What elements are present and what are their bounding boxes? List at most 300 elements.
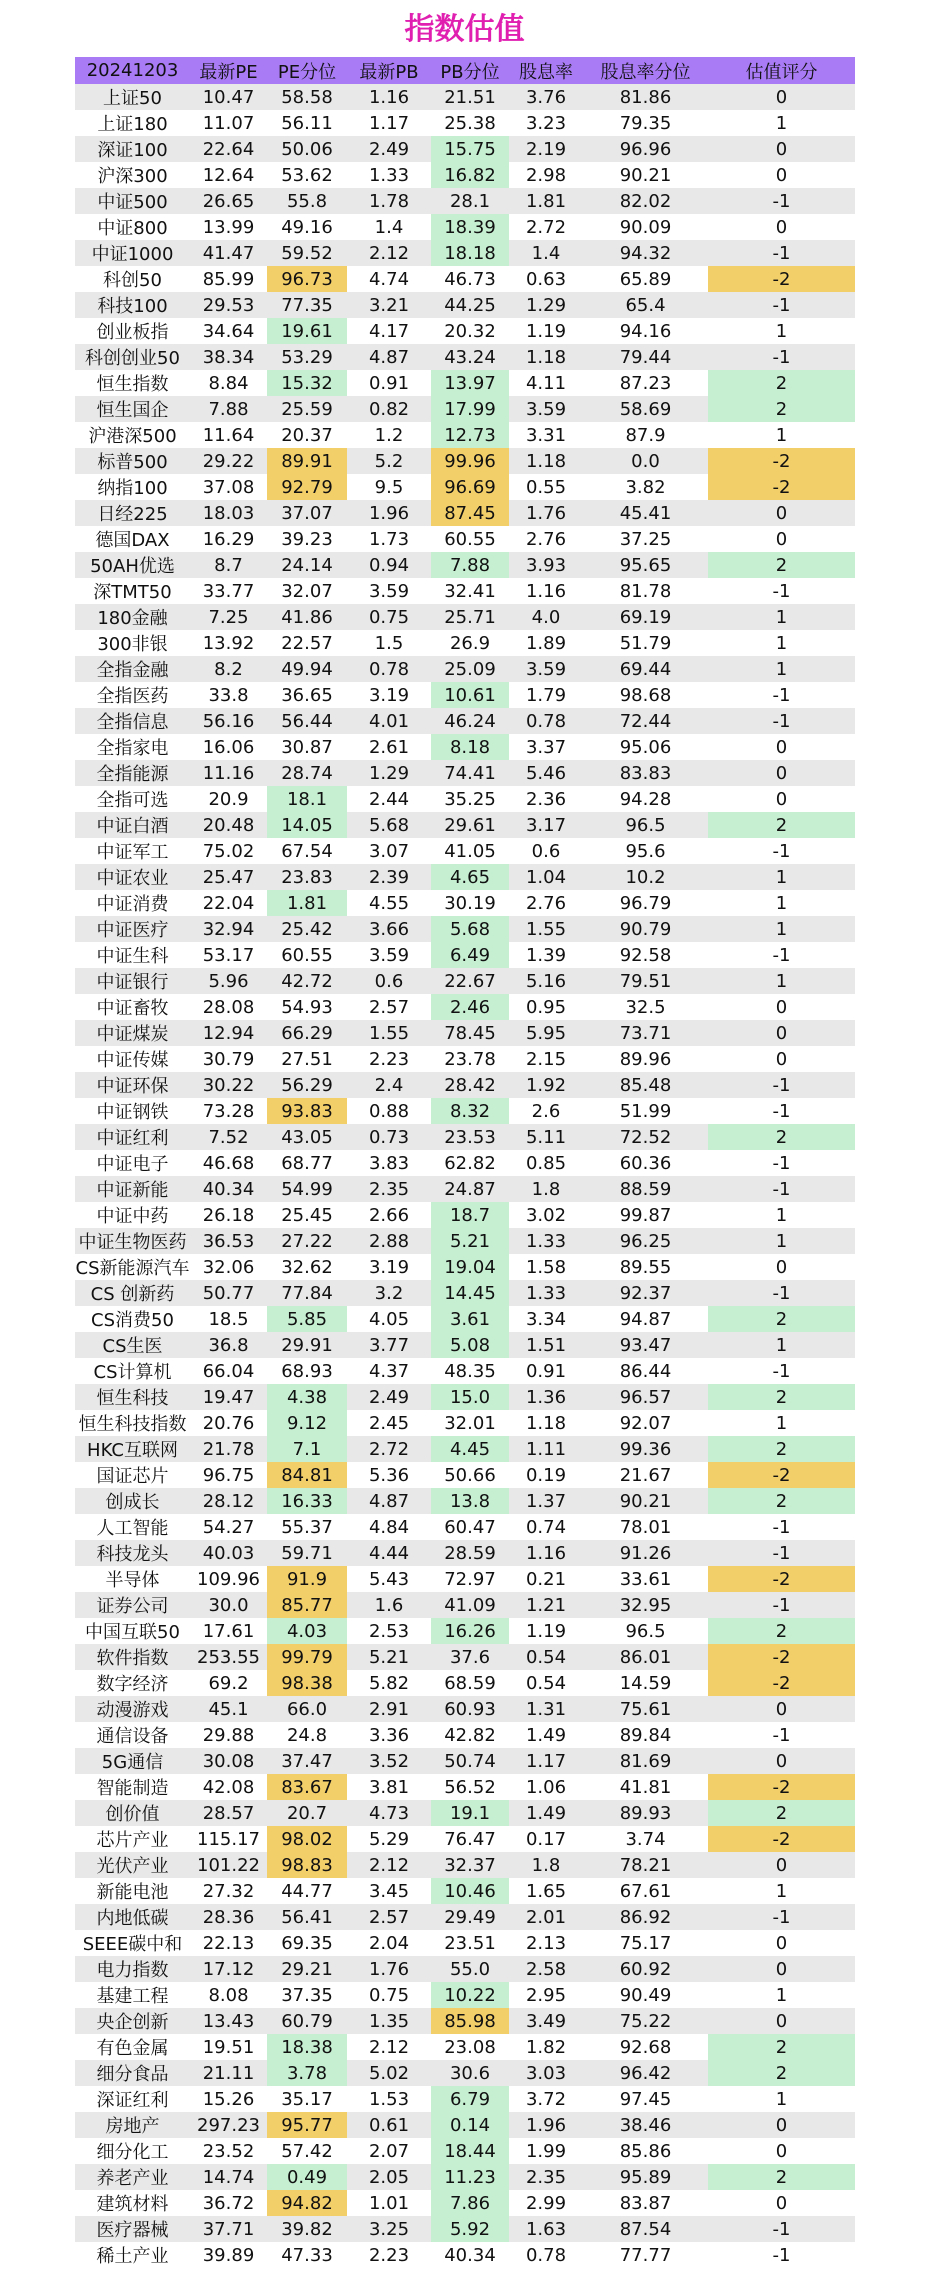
score-cell: 0: [708, 214, 855, 240]
score-cell: 2: [708, 1618, 855, 1644]
table-row: [75, 2242, 855, 2268]
score-cell: 0: [708, 1956, 855, 1982]
pb-cell: 4.01: [347, 708, 431, 734]
dividend-yield-cell: 3.59: [509, 656, 583, 682]
dividend-percentile-cell: 85.48: [583, 1072, 708, 1098]
pe-cell: 20.9: [190, 786, 267, 812]
pb-cell: 5.29: [347, 1826, 431, 1852]
index-name-cell: 深证100: [75, 136, 190, 162]
dividend-percentile-cell: 14.59: [583, 1670, 708, 1696]
pb-cell: 2.61: [347, 734, 431, 760]
dividend-percentile-cell: 90.21: [583, 162, 708, 188]
table-row: [75, 682, 855, 708]
table-row: [75, 422, 855, 448]
pb-percentile-cell: 25.38: [431, 110, 509, 136]
pe-percentile-cell: 89.91: [267, 448, 347, 474]
pb-percentile-cell: 18.7: [431, 1202, 509, 1228]
pb-cell: 3.83: [347, 1150, 431, 1176]
pe-percentile-cell: 98.38: [267, 1670, 347, 1696]
dividend-percentile-cell: 79.35: [583, 110, 708, 136]
pe-cell: 12.64: [190, 162, 267, 188]
pe-percentile-cell: 47.33: [267, 2242, 347, 2268]
pb-percentile-cell: 35.25: [431, 786, 509, 812]
pe-cell: 85.99: [190, 266, 267, 292]
score-cell: -1: [708, 2216, 855, 2242]
dividend-yield-cell: 2.95: [509, 1982, 583, 2008]
table-row: [75, 1618, 855, 1644]
table-row: [75, 1228, 855, 1254]
pe-percentile-cell: 67.54: [267, 838, 347, 864]
pb-cell: 5.43: [347, 1566, 431, 1592]
pb-cell: 1.01: [347, 2190, 431, 2216]
pb-percentile-cell: 25.09: [431, 656, 509, 682]
score-cell: -1: [708, 1540, 855, 1566]
score-cell: -1: [708, 1592, 855, 1618]
pb-cell: 9.5: [347, 474, 431, 500]
pb-percentile-cell: 29.49: [431, 1904, 509, 1930]
pe-cell: 28.12: [190, 1488, 267, 1514]
pe-percentile-cell: 5.85: [267, 1306, 347, 1332]
pe-percentile-cell: 69.35: [267, 1930, 347, 1956]
dividend-percentile-cell: 94.16: [583, 318, 708, 344]
dividend-yield-cell: 1.79: [509, 682, 583, 708]
pb-cell: 4.87: [347, 1488, 431, 1514]
dividend-yield-cell: 3.03: [509, 2060, 583, 2086]
table-row: [75, 110, 855, 136]
dividend-yield-cell: 0.54: [509, 1644, 583, 1670]
index-name-cell: 中证电子: [75, 1150, 190, 1176]
pe-cell: 26.18: [190, 1202, 267, 1228]
index-name-cell: 中国互联50: [75, 1618, 190, 1644]
dividend-yield-cell: 5.16: [509, 968, 583, 994]
dividend-percentile-cell: 90.21: [583, 1488, 708, 1514]
pe-percentile-cell: 68.93: [267, 1358, 347, 1384]
pe-percentile-cell: 95.77: [267, 2112, 347, 2138]
pb-percentile-cell: 2.46: [431, 994, 509, 1020]
pb-percentile-cell: 30.6: [431, 2060, 509, 2086]
score-cell: -1: [708, 838, 855, 864]
score-cell: -1: [708, 2242, 855, 2268]
pe-percentile-cell: 16.33: [267, 1488, 347, 1514]
pe-percentile-cell: 27.22: [267, 1228, 347, 1254]
pb-cell: 1.4: [347, 214, 431, 240]
pb-cell: 2.53: [347, 1618, 431, 1644]
pb-cell: 3.07: [347, 838, 431, 864]
pb-cell: 5.2: [347, 448, 431, 474]
pb-percentile-cell: 50.66: [431, 1462, 509, 1488]
pe-cell: 56.16: [190, 708, 267, 734]
dividend-yield-cell: 3.34: [509, 1306, 583, 1332]
pe-percentile-cell: 9.12: [267, 1410, 347, 1436]
pb-percentile-cell: 6.49: [431, 942, 509, 968]
dividend-percentile-cell: 94.28: [583, 786, 708, 812]
index-name-cell: 上证180: [75, 110, 190, 136]
pb-cell: 1.73: [347, 526, 431, 552]
dividend-yield-cell: 1.63: [509, 2216, 583, 2242]
score-cell: 2: [708, 552, 855, 578]
pb-percentile-cell: 44.25: [431, 292, 509, 318]
table-row: [75, 1384, 855, 1410]
index-name-cell: 中证环保: [75, 1072, 190, 1098]
index-name-cell: 数字经济: [75, 1670, 190, 1696]
table-header-row: [75, 57, 855, 84]
pb-cell: 0.88: [347, 1098, 431, 1124]
dividend-yield-cell: 3.59: [509, 396, 583, 422]
pb-percentile-cell: 7.86: [431, 2190, 509, 2216]
pb-percentile-cell: 14.45: [431, 1280, 509, 1306]
score-cell: 2: [708, 2164, 855, 2190]
pe-percentile-cell: 18.1: [267, 786, 347, 812]
pe-cell: 16.29: [190, 526, 267, 552]
pb-cell: 0.91: [347, 370, 431, 396]
pe-percentile-cell: 4.38: [267, 1384, 347, 1410]
pe-cell: 21.78: [190, 1436, 267, 1462]
pe-percentile-cell: 28.74: [267, 760, 347, 786]
pe-cell: 41.47: [190, 240, 267, 266]
pe-percentile-cell: 85.77: [267, 1592, 347, 1618]
index-name-cell: 沪港深500: [75, 422, 190, 448]
dividend-percentile-cell: 0.0: [583, 448, 708, 474]
dividend-yield-cell: 3.72: [509, 2086, 583, 2112]
score-cell: 0: [708, 760, 855, 786]
score-cell: -1: [708, 708, 855, 734]
pb-cell: 3.81: [347, 1774, 431, 1800]
pe-cell: 21.11: [190, 2060, 267, 2086]
table-row: [75, 266, 855, 292]
pb-percentile-cell: 41.09: [431, 1592, 509, 1618]
dividend-yield-cell: 3.76: [509, 84, 583, 110]
dividend-percentile-cell: 60.36: [583, 1150, 708, 1176]
score-cell: 1: [708, 968, 855, 994]
pe-percentile-cell: 37.07: [267, 500, 347, 526]
index-name-cell: 300非银: [75, 630, 190, 656]
index-name-cell: 深TMT50: [75, 578, 190, 604]
score-cell: -2: [708, 266, 855, 292]
table-row: [75, 1696, 855, 1722]
pe-percentile-cell: 32.62: [267, 1254, 347, 1280]
dividend-yield-cell: 5.11: [509, 1124, 583, 1150]
pb-cell: 3.2: [347, 1280, 431, 1306]
pb-percentile-cell: 8.32: [431, 1098, 509, 1124]
pb-percentile-cell: 6.79: [431, 2086, 509, 2112]
index-name-cell: 智能制造: [75, 1774, 190, 1800]
table-row: [75, 2112, 855, 2138]
pb-cell: 3.59: [347, 578, 431, 604]
table-row: [75, 786, 855, 812]
score-cell: 2: [708, 396, 855, 422]
pe-percentile-cell: 15.32: [267, 370, 347, 396]
table-row: [75, 812, 855, 838]
pe-cell: 36.72: [190, 2190, 267, 2216]
index-name-cell: 中证军工: [75, 838, 190, 864]
dividend-yield-cell: 1.04: [509, 864, 583, 890]
pb-percentile-cell: 5.68: [431, 916, 509, 942]
score-cell: 0: [708, 84, 855, 110]
pe-cell: 37.08: [190, 474, 267, 500]
column-header-dividend-yield: 股息率: [509, 57, 583, 84]
index-name-cell: 创价值: [75, 1800, 190, 1826]
dividend-yield-cell: 2.99: [509, 2190, 583, 2216]
table-row: [75, 1540, 855, 1566]
pe-percentile-cell: 56.29: [267, 1072, 347, 1098]
table-row: [75, 2086, 855, 2112]
score-cell: 2: [708, 812, 855, 838]
pb-cell: 3.66: [347, 916, 431, 942]
index-name-cell: 全指可选: [75, 786, 190, 812]
pb-percentile-cell: 60.93: [431, 1696, 509, 1722]
dividend-percentile-cell: 96.25: [583, 1228, 708, 1254]
index-name-cell: 中证红利: [75, 1124, 190, 1150]
dividend-yield-cell: 1.16: [509, 1540, 583, 1566]
index-name-cell: 日经225: [75, 500, 190, 526]
dividend-percentile-cell: 92.07: [583, 1410, 708, 1436]
score-cell: -1: [708, 1904, 855, 1930]
column-header-pb: 最新PB: [347, 57, 431, 84]
pe-percentile-cell: 36.65: [267, 682, 347, 708]
pb-cell: 4.55: [347, 890, 431, 916]
column-header-pe-percentile: PE分位: [267, 57, 347, 84]
dividend-percentile-cell: 45.41: [583, 500, 708, 526]
pb-percentile-cell: 50.74: [431, 1748, 509, 1774]
score-cell: 1: [708, 1982, 855, 2008]
index-name-cell: 建筑材料: [75, 2190, 190, 2216]
dividend-yield-cell: 1.39: [509, 942, 583, 968]
index-name-cell: 芯片产业: [75, 1826, 190, 1852]
pb-percentile-cell: 32.37: [431, 1852, 509, 1878]
pb-cell: 2.72: [347, 1436, 431, 1462]
pe-percentile-cell: 53.29: [267, 344, 347, 370]
dividend-yield-cell: 1.96: [509, 2112, 583, 2138]
table-row: [75, 396, 855, 422]
dividend-percentile-cell: 78.21: [583, 1852, 708, 1878]
dividend-yield-cell: 3.23: [509, 110, 583, 136]
pe-percentile-cell: 30.87: [267, 734, 347, 760]
pb-cell: 0.78: [347, 656, 431, 682]
pb-cell: 4.37: [347, 1358, 431, 1384]
index-name-cell: 中证农业: [75, 864, 190, 890]
dividend-percentile-cell: 96.96: [583, 136, 708, 162]
pb-cell: 5.36: [347, 1462, 431, 1488]
pb-cell: 1.35: [347, 2008, 431, 2034]
table-row: [75, 292, 855, 318]
dividend-yield-cell: 1.21: [509, 1592, 583, 1618]
pe-cell: 38.34: [190, 344, 267, 370]
index-name-cell: 软件指数: [75, 1644, 190, 1670]
dividend-percentile-cell: 91.26: [583, 1540, 708, 1566]
pe-cell: 11.07: [190, 110, 267, 136]
index-name-cell: 细分食品: [75, 2060, 190, 2086]
score-cell: -1: [708, 1514, 855, 1540]
pe-percentile-cell: 56.41: [267, 1904, 347, 1930]
pb-percentile-cell: 8.18: [431, 734, 509, 760]
index-name-cell: CS生医: [75, 1332, 190, 1358]
score-cell: -2: [708, 1826, 855, 1852]
pe-cell: 39.89: [190, 2242, 267, 2268]
table-body: [75, 84, 855, 2268]
index-name-cell: 电力指数: [75, 1956, 190, 1982]
dividend-percentile-cell: 32.5: [583, 994, 708, 1020]
score-cell: 0: [708, 1046, 855, 1072]
pe-cell: 11.64: [190, 422, 267, 448]
table-row: [75, 214, 855, 240]
table-row: [75, 1566, 855, 1592]
dividend-yield-cell: 0.63: [509, 266, 583, 292]
pb-cell: 2.23: [347, 1046, 431, 1072]
pe-cell: 30.0: [190, 1592, 267, 1618]
score-cell: -1: [708, 1098, 855, 1124]
table-row: [75, 1436, 855, 1462]
dividend-yield-cell: 1.8: [509, 1176, 583, 1202]
dividend-yield-cell: 5.95: [509, 1020, 583, 1046]
valuation-table: [75, 57, 855, 2268]
pe-cell: 8.7: [190, 552, 267, 578]
score-cell: 0: [708, 1696, 855, 1722]
pe-cell: 53.17: [190, 942, 267, 968]
score-cell: 2: [708, 1124, 855, 1150]
pb-cell: 0.75: [347, 604, 431, 630]
table-row: [75, 994, 855, 1020]
pb-percentile-cell: 5.08: [431, 1332, 509, 1358]
index-name-cell: 中证生科: [75, 942, 190, 968]
pb-percentile-cell: 28.1: [431, 188, 509, 214]
dividend-percentile-cell: 72.52: [583, 1124, 708, 1150]
table-row: [75, 1046, 855, 1072]
pb-percentile-cell: 74.41: [431, 760, 509, 786]
dividend-percentile-cell: 3.74: [583, 1826, 708, 1852]
pb-percentile-cell: 10.61: [431, 682, 509, 708]
index-name-cell: 创成长: [75, 1488, 190, 1514]
dividend-yield-cell: 1.92: [509, 1072, 583, 1098]
index-name-cell: 科技100: [75, 292, 190, 318]
table-row: [75, 1930, 855, 1956]
index-name-cell: 全指能源: [75, 760, 190, 786]
table-row: [75, 2216, 855, 2242]
pe-cell: 45.1: [190, 1696, 267, 1722]
dividend-percentile-cell: 73.71: [583, 1020, 708, 1046]
pe-percentile-cell: 49.94: [267, 656, 347, 682]
score-cell: -1: [708, 240, 855, 266]
pe-percentile-cell: 20.7: [267, 1800, 347, 1826]
index-name-cell: 人工智能: [75, 1514, 190, 1540]
dividend-yield-cell: 3.37: [509, 734, 583, 760]
table-row: [75, 1072, 855, 1098]
table-row: [75, 1644, 855, 1670]
pe-cell: 32.94: [190, 916, 267, 942]
table-row: [75, 1020, 855, 1046]
table-row: [75, 656, 855, 682]
pb-cell: 2.57: [347, 1904, 431, 1930]
score-cell: 2: [708, 1384, 855, 1410]
dividend-yield-cell: 2.6: [509, 1098, 583, 1124]
dividend-yield-cell: 1.17: [509, 1748, 583, 1774]
pb-percentile-cell: 18.39: [431, 214, 509, 240]
pb-cell: 2.45: [347, 1410, 431, 1436]
table-row: [75, 474, 855, 500]
pe-cell: 14.74: [190, 2164, 267, 2190]
table-row: [75, 1592, 855, 1618]
pb-percentile-cell: 4.65: [431, 864, 509, 890]
index-name-cell: 中证新能: [75, 1176, 190, 1202]
index-name-cell: 养老产业: [75, 2164, 190, 2190]
table-row: [75, 500, 855, 526]
index-name-cell: 动漫游戏: [75, 1696, 190, 1722]
pe-percentile-cell: 27.51: [267, 1046, 347, 1072]
pb-cell: 3.19: [347, 1254, 431, 1280]
table-row: [75, 1124, 855, 1150]
dividend-percentile-cell: 86.44: [583, 1358, 708, 1384]
dividend-yield-cell: 1.81: [509, 188, 583, 214]
pe-percentile-cell: 94.82: [267, 2190, 347, 2216]
index-name-cell: 细分化工: [75, 2138, 190, 2164]
score-cell: 1: [708, 1202, 855, 1228]
score-cell: 0: [708, 2112, 855, 2138]
dividend-yield-cell: 0.54: [509, 1670, 583, 1696]
pb-percentile-cell: 13.97: [431, 370, 509, 396]
table-row: [75, 2060, 855, 2086]
pb-cell: 3.19: [347, 682, 431, 708]
table-row: [75, 1488, 855, 1514]
score-cell: 1: [708, 110, 855, 136]
table-row: [75, 864, 855, 890]
pb-cell: 1.78: [347, 188, 431, 214]
pe-percentile-cell: 49.16: [267, 214, 347, 240]
score-cell: 0: [708, 2138, 855, 2164]
pe-cell: 22.64: [190, 136, 267, 162]
index-name-cell: 证券公司: [75, 1592, 190, 1618]
pb-percentile-cell: 62.82: [431, 1150, 509, 1176]
index-name-cell: 科技龙头: [75, 1540, 190, 1566]
table-row: [75, 838, 855, 864]
pe-cell: 12.94: [190, 1020, 267, 1046]
pb-percentile-cell: 15.75: [431, 136, 509, 162]
pb-cell: 5.68: [347, 812, 431, 838]
pe-cell: 42.08: [190, 1774, 267, 1800]
index-name-cell: 中证传媒: [75, 1046, 190, 1072]
score-cell: 1: [708, 1410, 855, 1436]
pe-percentile-cell: 39.23: [267, 526, 347, 552]
pb-percentile-cell: 4.45: [431, 1436, 509, 1462]
pe-percentile-cell: 43.05: [267, 1124, 347, 1150]
pe-percentile-cell: 84.81: [267, 1462, 347, 1488]
score-cell: 1: [708, 630, 855, 656]
pe-percentile-cell: 53.62: [267, 162, 347, 188]
table-row: [75, 1202, 855, 1228]
table-row: [75, 1774, 855, 1800]
dividend-yield-cell: 1.29: [509, 292, 583, 318]
pb-cell: 2.05: [347, 2164, 431, 2190]
pb-cell: 3.77: [347, 1332, 431, 1358]
table-row: [75, 1878, 855, 1904]
pb-cell: 2.88: [347, 1228, 431, 1254]
pe-cell: 8.84: [190, 370, 267, 396]
score-cell: -1: [708, 1358, 855, 1384]
pe-percentile-cell: 77.35: [267, 292, 347, 318]
index-name-cell: 内地低碳: [75, 1904, 190, 1930]
dividend-yield-cell: 0.95: [509, 994, 583, 1020]
pe-percentile-cell: 32.07: [267, 578, 347, 604]
pb-cell: 3.59: [347, 942, 431, 968]
score-cell: -2: [708, 1644, 855, 1670]
pe-percentile-cell: 54.99: [267, 1176, 347, 1202]
score-cell: -2: [708, 1774, 855, 1800]
dividend-percentile-cell: 67.61: [583, 1878, 708, 1904]
dividend-percentile-cell: 99.87: [583, 1202, 708, 1228]
table-row: [75, 162, 855, 188]
table-row: [75, 1150, 855, 1176]
pb-percentile-cell: 46.73: [431, 266, 509, 292]
pe-percentile-cell: 56.44: [267, 708, 347, 734]
score-cell: -2: [708, 1566, 855, 1592]
